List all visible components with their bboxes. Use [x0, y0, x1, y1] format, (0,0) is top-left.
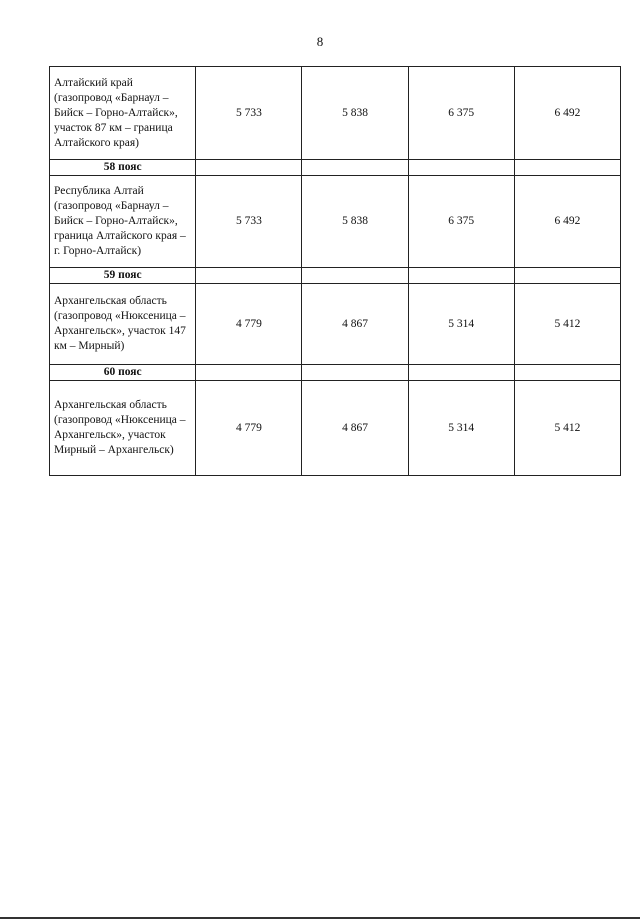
- table-row: [50, 381, 621, 476]
- value-cell: 5 838: [302, 176, 408, 268]
- empty-cell: [514, 268, 620, 284]
- value-cell: 6 492: [514, 67, 620, 160]
- value-cell: 5 412: [514, 284, 620, 365]
- zone-row: [50, 160, 621, 176]
- table-row: [50, 284, 621, 365]
- empty-cell: [408, 268, 514, 284]
- zone-label: 59 пояс: [50, 268, 196, 284]
- value-cell: 5 733: [196, 176, 302, 268]
- empty-cell: [408, 160, 514, 176]
- value-cell: 4 867: [302, 284, 408, 365]
- empty-cell: [196, 160, 302, 176]
- value-cell: 5 412: [514, 381, 620, 476]
- value-cell: 4 867: [302, 381, 408, 476]
- value-cell: 5 733: [196, 67, 302, 160]
- table-row: [50, 176, 621, 268]
- value-cell: 5 838: [302, 67, 408, 160]
- empty-cell: [302, 268, 408, 284]
- zone-row: [50, 268, 621, 284]
- value-cell: 4 779: [196, 284, 302, 365]
- empty-cell: [302, 160, 408, 176]
- region-cell: Архангельская область (газопровод «Нюксеница – Архангельск», участок 147 км – Мирный): [50, 284, 196, 365]
- value-cell: 6 375: [408, 67, 514, 160]
- zone-row: [50, 365, 621, 381]
- table-row: [50, 67, 621, 160]
- region-cell: Республика Алтай (газопровод «Барнаул – Бийск – Горно-Алтайск», граница Алтайского края – г. Горно-Алтайск): [50, 176, 196, 268]
- tariff-table: [49, 66, 621, 476]
- empty-cell: [302, 365, 408, 381]
- zone-label: 60 пояс: [50, 365, 196, 381]
- empty-cell: [514, 160, 620, 176]
- value-cell: 5 314: [408, 284, 514, 365]
- zone-label: 58 пояс: [50, 160, 196, 176]
- value-cell: 6 375: [408, 176, 514, 268]
- value-cell: 5 314: [408, 381, 514, 476]
- value-cell: 6 492: [514, 176, 620, 268]
- region-cell: Архангельская область (газопровод «Нюксеница – Архангельск», участок Мирный – Архангельск): [50, 381, 196, 476]
- page-number: 8: [316, 34, 324, 49]
- value-cell: 4 779: [196, 381, 302, 476]
- empty-cell: [514, 365, 620, 381]
- empty-cell: [196, 365, 302, 381]
- empty-cell: [196, 268, 302, 284]
- region-cell: Алтайский край (газопровод «Барнаул – Бийск – Горно-Алтайск», участок 87 км – граница Алтайского края): [50, 67, 196, 160]
- empty-cell: [408, 365, 514, 381]
